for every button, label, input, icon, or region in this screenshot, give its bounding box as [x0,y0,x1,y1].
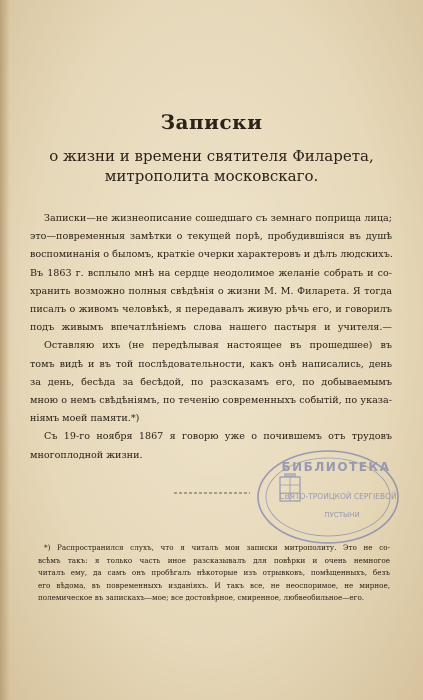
body-line: Оставляю ихъ (не передѣлывая настоящее въ прошедшее) въ [44,340,392,352]
body-line: это—повременныя замѣтки о текущей порѣ, пробудившіяся въ душѣ [30,231,392,243]
library-stamp [256,447,401,547]
body-line: ніямъ моей памяти.*) [30,413,140,425]
stamp-top-text: БИБЛИОТЕКА [281,460,391,474]
page-edge-shadow [0,0,10,700]
body-line: многоплодной жизни. [30,449,143,461]
footnote-line: его вѣдома, въ повременныхъ изданіяхъ. И такъ все, не неоспоримое, не мирное, [38,580,390,590]
stamp-bottom-text: ПУСТЫНИ [324,511,360,519]
body-line: томъ видѣ и въ той послѣдовательности, какъ онѣ написались, день [30,358,392,370]
body-line: мною о немъ свѣдѣніямъ, по теченію современныхъ событій, по указа- [30,395,392,407]
footnote-line: полемическое въ запискахъ—мое; все достовѣрное, смиренное, любвеобильное—его. [38,593,365,603]
subtitle-line-2: митрополита московскаго. [104,167,319,185]
footnote-line: всѣмъ такъ: я только часть иное разсказывалъ для повѣрки и очень немногое [38,555,390,565]
body-line: писалъ о живомъ человѣкѣ, я передавалъ живую рѣчь его, и говорилъ [30,304,392,316]
subtitle-line-1: о жизни и времени святителя Филарета, [49,147,374,165]
body-line: за день, бесѣда за бесѣдой, по разсказамъ его, по добываемымъ [30,376,392,388]
body-line: Записки—не жизнеописание сошедшаго съ земнаго поприща лица; [44,213,392,224]
footnote [38,542,390,605]
footnote-line: *) Распространился слухъ, что я читалъ мои записки митрополиту. Это не со- [44,543,390,552]
body-line: воспоминанія о быломъ, краткіе очерки характеровъ и дѣлъ людскихъ. [30,249,393,261]
page-title: Записки [160,110,263,134]
body-line: Съ 19-го ноября 1867 я говорю уже о почившемъ отъ трудовъ [44,431,392,443]
body-line: Въ 1863 г. всплыло мнѣ на сердце неодолимое желаніе собрать и со- [30,267,392,279]
body-line: хранить возможно полныя свѣдѣнія о жизни М. М. Филарета. Я тогда [30,285,392,297]
body-text [30,210,392,465]
stamp-arc-text: СВЯТО-ТРОИЦКОЙ СЕРГІЕВОЙ [279,492,397,501]
ornamental-divider [172,490,252,496]
footnote-line: читалъ ему, да самъ онъ пробѣгалъ нѣкоторые изъ отрывковъ, помѣщенныхъ, безъ [38,568,390,578]
body-line: подъ живымъ впечатлѣніемъ слова нашего пастыря и учителя.— [30,322,392,334]
